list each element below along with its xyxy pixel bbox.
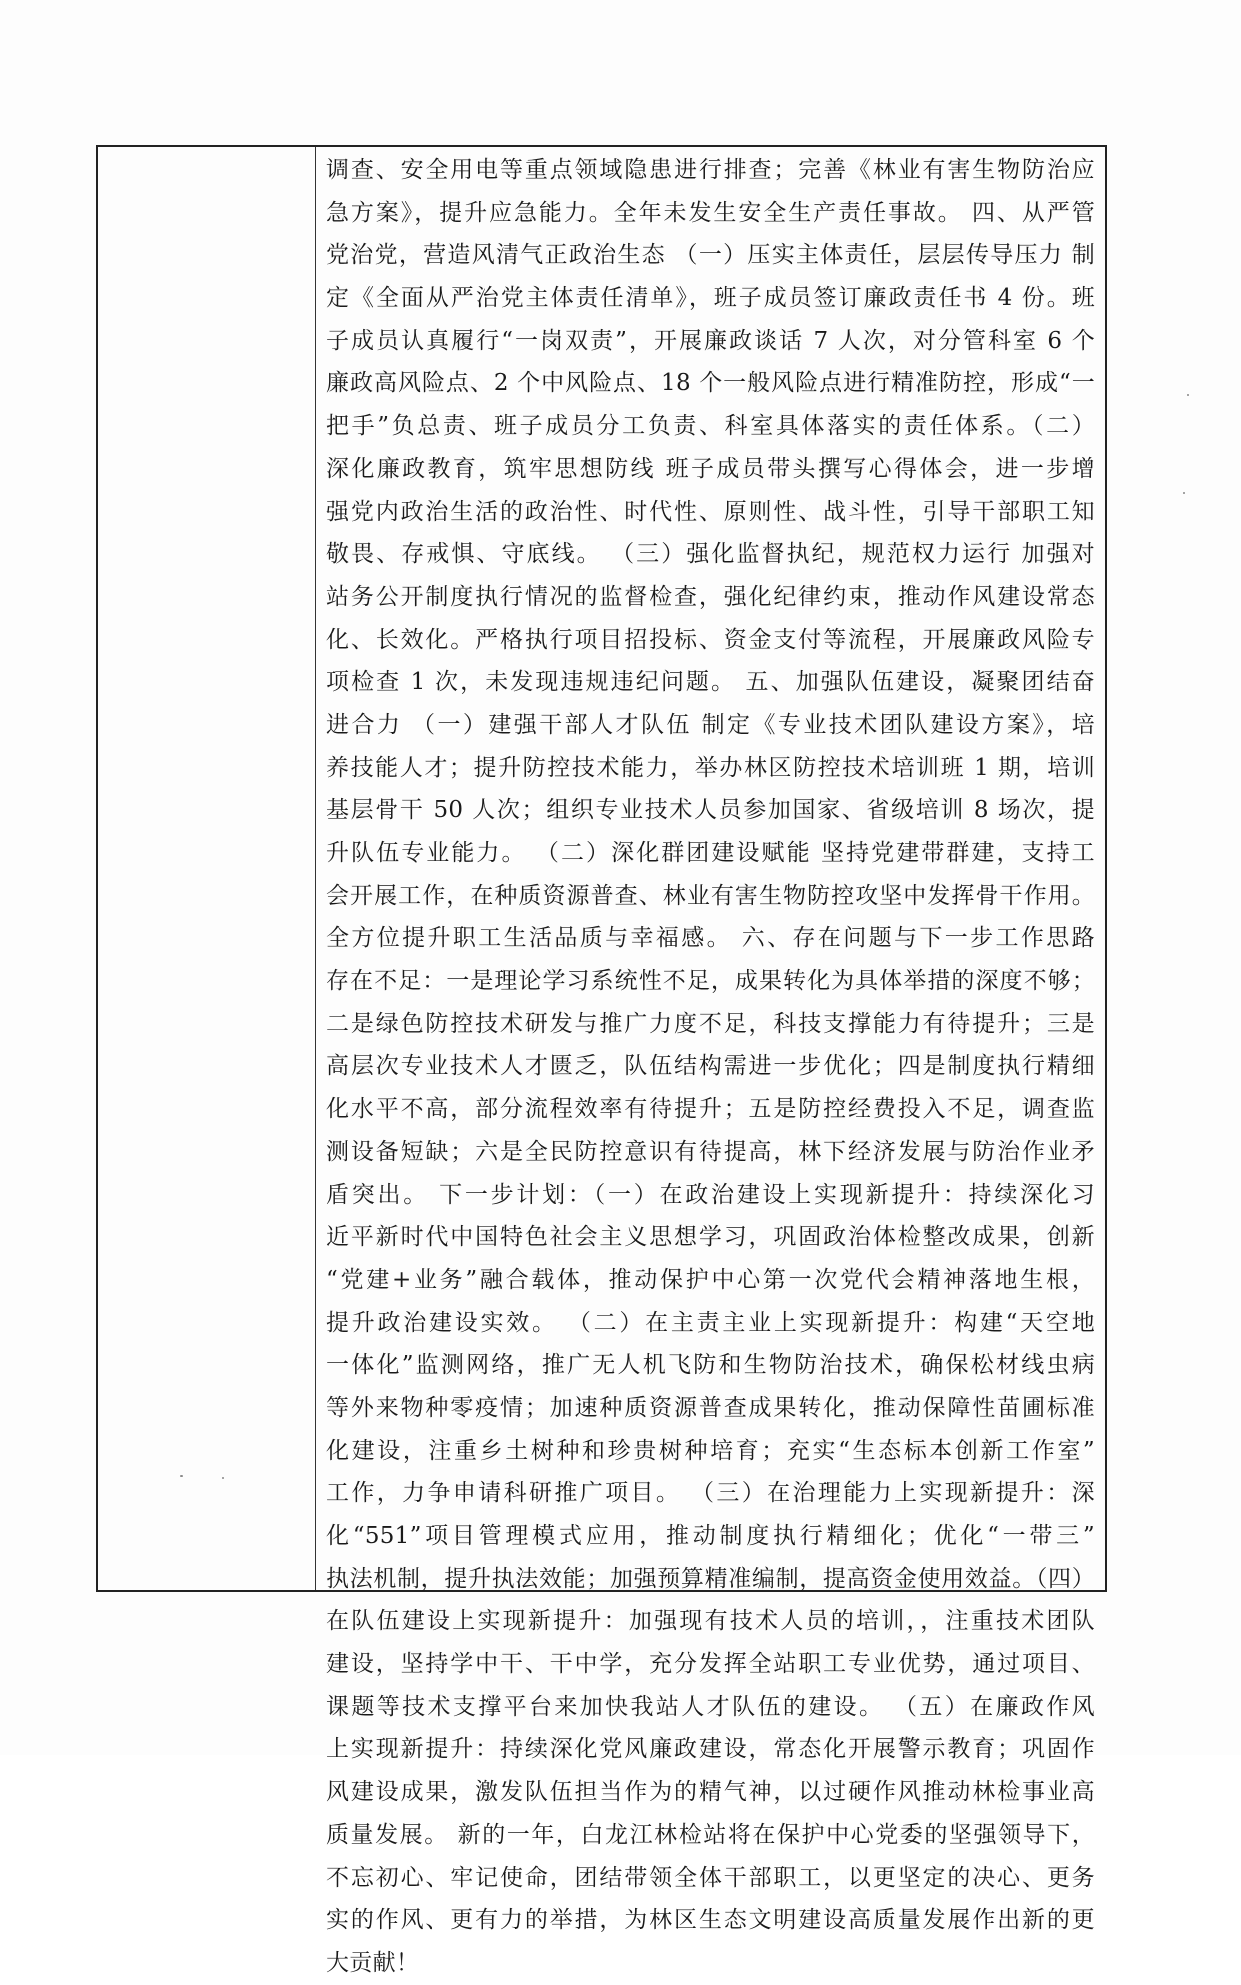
text-line: 定《全面从严治党主体责任清单》，班子成员签订廉政责任书 4 份。班 [326,285,1095,312]
scan-speck [180,1475,183,1477]
content-cell [316,147,1105,1976]
text-line: 质量发展。 新的一年，白龙江林检站将在保护中心党委的坚强领导下， [326,1821,1095,1848]
text-line: “党建+业务”融合载体，推动保护中心第一次党代会精神落地生根， [326,1266,1095,1293]
scan-speck [222,1477,224,1479]
text-line: 子成员认真履行“一岗双责”，开展廉政谈话 7 人次，对分管科室 6 个 [326,327,1095,354]
text-line: 把手”负总责、班子成员分工负责、科室具体落实的责任体系。（二） [326,413,1095,440]
scan-speck [1187,394,1189,396]
text-line: 风建设成果，激发队伍担当作为的精气神，以过硬作风推动林检事业高 [326,1779,1095,1806]
text-line: 盾突出。 下一步计划：（一）在政治建设上实现新提升：持续深化习 [326,1181,1095,1208]
text-line: 全方位提升职工生活品质与幸福感。 六、存在问题与下一步工作思路 [326,925,1095,952]
text-line: 进合力 （一）建强干部人才队伍 制定《专业技术团队建设方案》，培 [326,711,1095,738]
text-line: 一体化”监测网络，推广无人机飞防和生物防治技术，确保松材线虫病 [326,1352,1095,1379]
text-line: 养技能人才；提升防控技术能力，举办林区防控技术培训班 1 期，培训 [326,754,1095,781]
text-line: 强党内政治生活的政治性、时代性、原则性、战斗性，引导干部职工知 [326,498,1095,525]
form-table [96,145,1107,1976]
text-line: 化“551”项目管理模式应用，推动制度执行精细化；优化“一带三” [326,1523,1095,1549]
text-line: 课题等技术支撑平台来加快我站人才队伍的建设。 （五）在廉政作风 [326,1693,1095,1720]
text-line: 敬畏、存戒惧、守底线。 （三）强化监督执纪，规范权力运行 加强对 [326,541,1095,568]
text-line: 化、长效化。严格执行项目招投标、资金支付等流程，开展廉政风险专 [326,626,1095,653]
text-line: 化建设，注重乡土树种和珍贵树种培育；充实“生态标本创新工作室” [326,1437,1095,1464]
label-column [98,147,316,1590]
text-line: 廉政高风险点、2 个中风险点、18 个一般风险点进行精准防控，形成“一 [326,370,1095,397]
text-line: 不忘初心、牢记使命，团结带领全体干部职工，以更坚定的决心、更务 [326,1864,1095,1891]
text-line: 高层次专业技术人才匮乏，队伍结构需进一步优化；四是制度执行精细 [326,1053,1095,1080]
text-line: 深化廉政教育，筑牢思想防线 班子成员带头撰写心得体会，进一步增 [326,455,1095,482]
text-line: 大贡献！ [326,1949,420,1976]
text-line: 党治党，营造风清气正政治生态 （一）压实主体责任，层层传导压力 制 [326,242,1095,269]
text-line: 等外来物种零疫情；加速种质资源普查成果转化，推动保障性苗圃标准 [326,1394,1095,1421]
text-line: 提升政治建设实效。 （二）在主责主业上实现新提升：构建“天空地 [326,1309,1095,1336]
text-line: 项检查 1 次，未发现违规违纪问题。 五、加强队伍建设，凝聚团结奋 [326,669,1095,696]
text-line: 急方案》，提升应急能力。全年未发生安全生产责任事故。 四、从严管 [326,199,1095,226]
text-line: 近平新时代中国特色社会主义思想学习，巩固政治体检整改成果，创新 [326,1224,1095,1251]
text-line: 工作，力争申请科研推广项目。 （三）在治理能力上实现新提升：深 [326,1480,1095,1507]
text-line: 实的作风、更有力的举措，为林区生态文明建设高质量发展作出新的更 [326,1907,1095,1934]
text-line: 基层骨干 50 人次；组织专业技术人员参加国家、省级培训 8 场次，提 [326,797,1095,824]
text-line: 执法机制，提升执法效能；加强预算精准编制，提高资金使用效益。（四） [326,1565,1095,1592]
text-line: 升队伍专业能力。 （二）深化群团建设赋能 坚持党建带群建，支持工 [326,840,1095,866]
text-line: 在队伍建设上实现新提升：加强现有技术人员的培训，，注重技术团队 [326,1608,1095,1635]
text-line: 站务公开制度执行情况的监督检查，强化纪律约束，推动作风建设常态 [326,583,1095,610]
text-line: 存在不足：一是理论学习系统性不足，成果转化为具体举措的深度不够； [326,968,1095,995]
text-line: 化水平不高，部分流程效率有待提升；五是防控经费投入不足，调查监 [326,1096,1095,1123]
text-line: 建设，坚持学中干、干中学，充分发挥全站职工专业优势，通过项目、 [326,1651,1095,1678]
text-line: 会开展工作，在种质资源普查、林业有害生物防控攻坚中发挥骨干作用。 [326,882,1095,909]
text-line: 测设备短缺；六是全民防控意识有待提高，林下经济发展与防治作业矛 [326,1138,1095,1165]
text-line: 上实现新提升：持续深化党风廉政建设，常态化开展警示教育；巩固作 [326,1736,1095,1763]
text-line: 二是绿色防控技术研发与推广力度不足，科技支撑能力有待提升；三是 [326,1010,1095,1037]
scan-speck [1183,492,1185,494]
text-line: 调查、安全用电等重点领域隐患进行排查；完善《林业有害生物防治应 [326,157,1095,183]
